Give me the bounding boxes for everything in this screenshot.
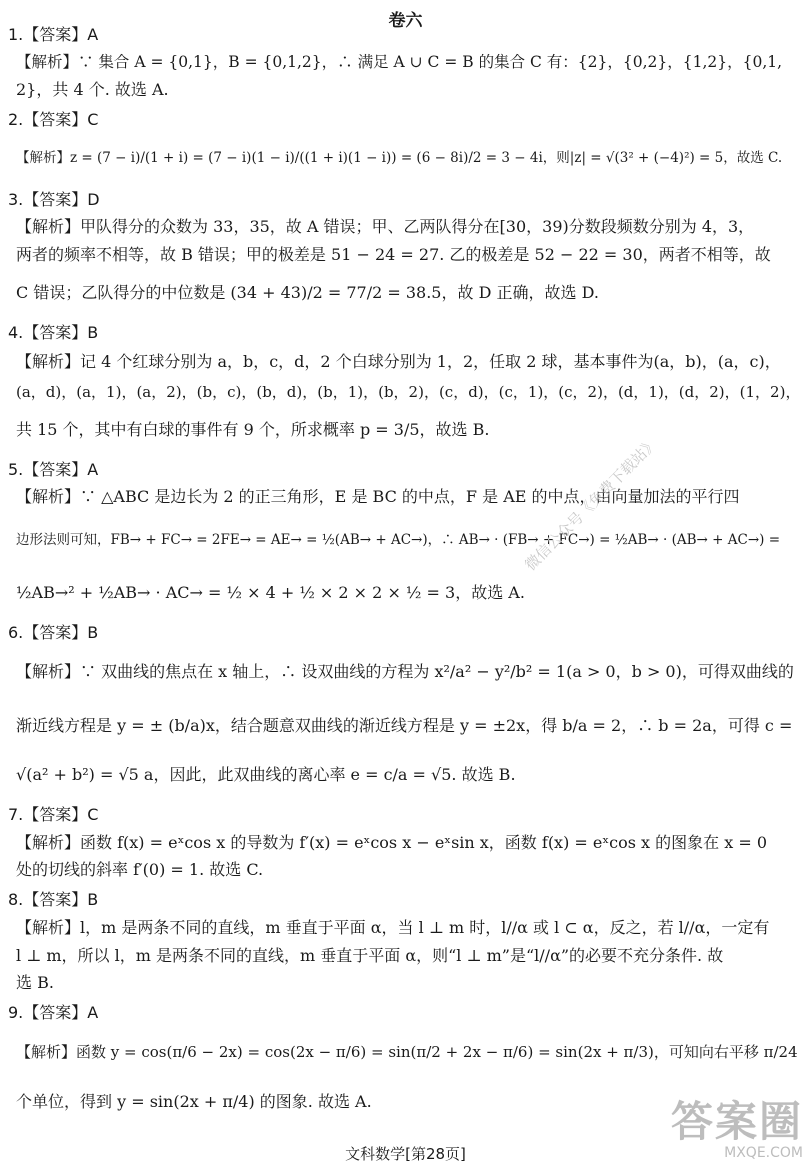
page-title: 卷六 <box>388 11 423 31</box>
answer-heading: 5.【答案】A <box>8 460 99 479</box>
explanation-line: C 错误；乙队得分的中位数是 (34 + 43)/2 = 77/2 = 38.5，故 D 正确，故选 D. <box>16 283 599 302</box>
explanation-line: 【解析】∵ △ABC 是边长为 2 的正三角形，E 是 BC 的中点，F 是 AE 的中点，由向量加法的平行四 <box>16 487 740 506</box>
explanation-line: l ⊥ m，所以 l，m 是两条不同的直线，m 垂直于平面 α，则“l ⊥ m”是“l//α”的必要不充分条件. 故 <box>16 946 724 965</box>
explanation-line: ½AB→² + ½AB→ · AC→ = ½ × 4 + ½ × 2 × 2 × ½ = 3，故选 A. <box>16 583 525 602</box>
explanation-line: 选 B. <box>16 973 54 992</box>
explanation-line: 两者的频率不相等，故 B 错误；甲的极差是 51 − 24 = 27. 乙的极差是 52 − 22 = 30，两者不相等，故 <box>16 245 771 264</box>
answer-heading: 1.【答案】A <box>8 25 99 44</box>
answer-heading: 7.【答案】C <box>8 805 99 824</box>
answer-heading: 4.【答案】B <box>8 323 99 342</box>
explanation-line: 2}，共 4 个. 故选 A. <box>16 80 169 99</box>
explanation-line: 【解析】∵ 双曲线的焦点在 x 轴上，∴ 设双曲线的方程为 x²/a² − y²/b² = 1(a > 0，b > 0)，可得双曲线的 <box>16 662 794 681</box>
explanation-line: 【解析】z = (7 − i)/(1 + i) = (7 − i)(1 − i)/((1 + i)(1 − i)) = (6 − 8i)/2 = 3 − 4i，则|z| = √(3² + (−4)²) = 5，故选 C. <box>16 150 783 166</box>
answer-heading: 6.【答案】B <box>8 623 99 642</box>
explanation-line: 【解析】函数 f(x) = eˣcos x 的导数为 f′(x) = eˣcos x − eˣsin x，函数 f(x) = eˣcos x 的图象在 x = 0 <box>16 833 768 852</box>
page-footer: 文科数学[第28页] <box>345 1145 466 1163</box>
answer-heading: 2.【答案】C <box>8 110 99 129</box>
logo-url-text: MXQE.COM <box>724 1145 803 1161</box>
logo-main-text: 答案圈 <box>670 1097 803 1146</box>
explanation-line: 渐近线方程是 y = ± (b/a)x，结合题意双曲线的渐近线方程是 y = ±2x，得 b/a = 2，∴ b = 2a，可得 c = <box>16 716 793 735</box>
answer-heading: 8.【答案】B <box>8 890 99 909</box>
explanation-line: 【解析】l，m 是两条不同的直线，m 垂直于平面 α，当 l ⊥ m 时，l//α 或 l ⊂ α，反之，若 l//α，一定有 <box>16 918 770 937</box>
explanation-line: 【解析】甲队得分的众数为 33，35，故 A 错误；甲、乙两队得分在[30，39)分数段频数分别为 4，3， <box>16 217 755 236</box>
explanation-line: √(a² + b²) = √5 a，因此，此双曲线的离心率 e = c/a = √5. 故选 B. <box>16 765 516 784</box>
answer-heading: 3.【答案】D <box>8 190 100 209</box>
site-logo <box>671 1099 803 1161</box>
explanation-line: 【解析】函数 y = cos(π/6 − 2x) = cos(2x − π/6) = sin(π/2 + 2x − π/6) = sin(2x + π/3)，可知向右平移 π/24 <box>16 1043 798 1061</box>
explanation-line: 个单位，得到 y = sin(2x + π/4) 的图象. 故选 A. <box>16 1092 372 1111</box>
explanation-line: 【解析】∵ 集合 A = {0,1}，B = {0,1,2}，∴ 满足 A ∪ C = B 的集合 C 有：{2}，{0,2}，{1,2}，{0,1, <box>16 53 783 71</box>
explanation-line: 共 15 个，其中有白球的事件有 9 个，所求概率 p = 3/5，故选 B. <box>16 420 490 439</box>
explanation-line: 【解析】记 4 个红球分别为 a，b，c，d，2 个白球分别为 1，2，任取 2 球，基本事件为(a，b)，(a，c)， <box>16 352 781 371</box>
explanation-line: (a，d)，(a，1)，(a，2)，(b，c)，(b，d)，(b，1)，(b，2)，(c，d)，(c，1)，(c，2)，(d，1)，(d，2)，(1，2)， <box>16 383 801 401</box>
explanation-line: 处的切线的斜率 f′(0) = 1. 故选 C. <box>16 860 264 879</box>
answer-heading: 9.【答案】A <box>8 1003 99 1022</box>
explanation-line: 边形法则可知，FB→ + FC→ = 2FE→ = AE→ = ½(AB→ + AC→)，∴ AB→ · (FB→ + FC→) = ½AB→ · (AB→ + AC→) = <box>16 532 781 548</box>
watermark-text: 微信公众号《免费下载站》 <box>521 434 662 575</box>
